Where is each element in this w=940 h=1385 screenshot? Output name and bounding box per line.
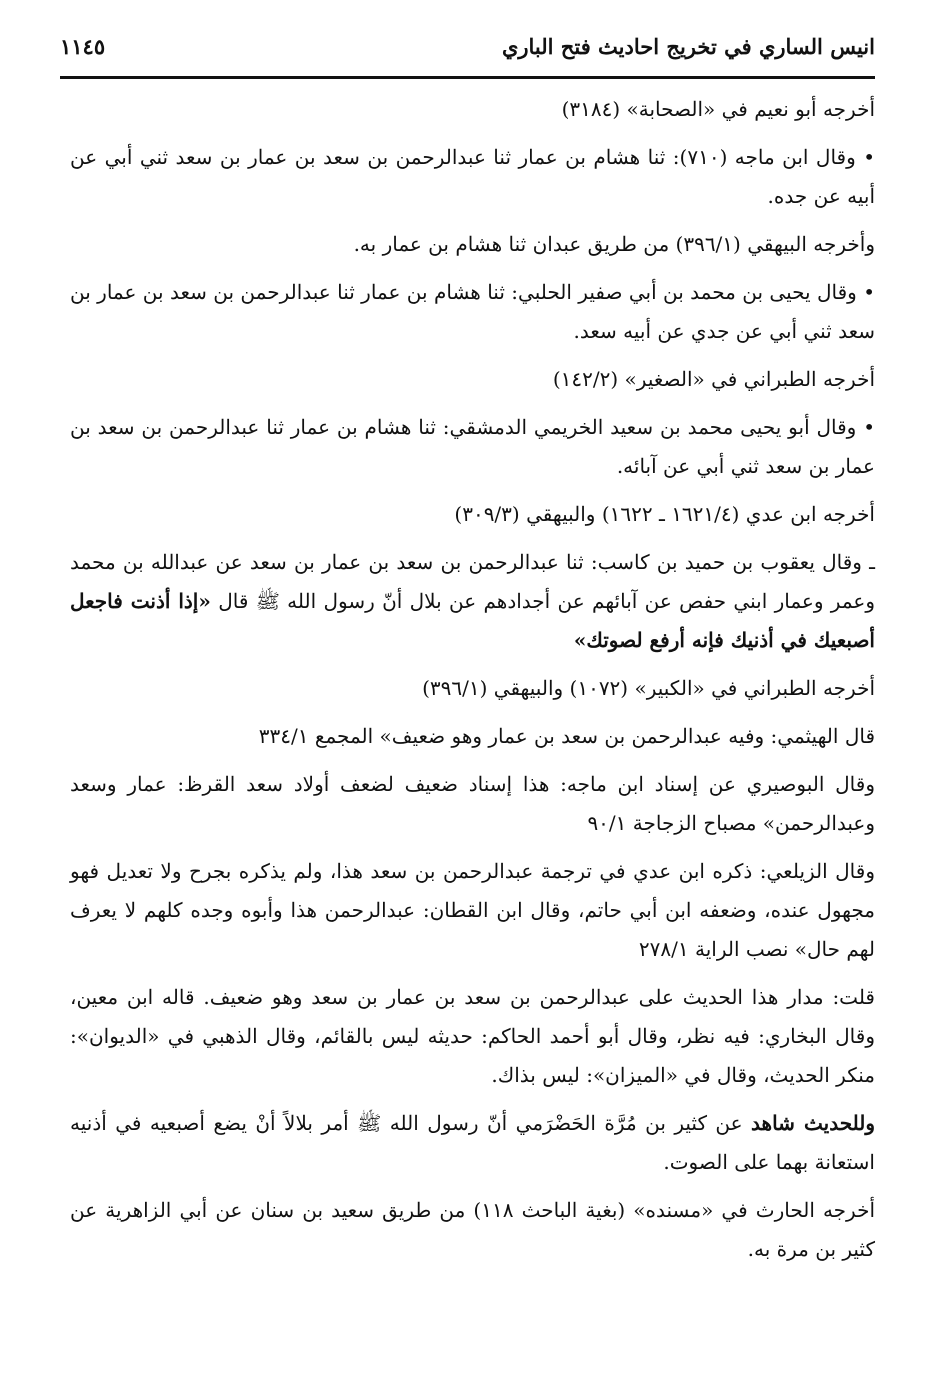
paragraph-witness	[70, 1104, 875, 1182]
paragraph: أخرجه الطبراني في «الصغير» (١٤٢/٢)	[552, 367, 875, 391]
paragraph: وقال البوصيري عن إسناد ابن ماجه: هذا إسناد ضعيف لضعف أولاد سعد القرظ: عمار وسعد وعبدالرحمن» مصباح الزجاجة ٩٠/١	[70, 772, 875, 835]
paragraph: أخرجه الحارث في «مسنده» (بغية الباحث ١١٨) من طريق سعيد بن سنان عن أبي الزاهرية عن كثير بن مرة به.	[70, 1198, 876, 1261]
paragraph: أخرجه ابن عدي (١٦٢١/٤ ـ ١٦٢٢) والبيهقي (٣٠٩/٣)	[454, 502, 875, 526]
page-body	[70, 90, 875, 1278]
running-header	[60, 30, 875, 70]
paragraph-with-hadith	[70, 543, 875, 660]
paragraph: أخرجه أبو نعيم في «الصحابة» (٣١٨٤)	[561, 97, 875, 121]
hadith-text: «إذا أذنت فاجعل أصبعيك في أذنيك فإنه أرفع لصوتك»	[70, 589, 875, 652]
paragraph-text: ـ وقال يعقوب بن حميد بن كاسب: ثنا عبدالرحمن بن سعد بن عمار بن سعد عن عبدالله بن محمد وعمر وعمار ابني حفص عن آبائهم عن أجدادهم عن بلال أنّ رسول الله ﷺ قال	[70, 550, 875, 613]
paragraph: • وقال أبو يحيى محمد بن سعيد الخريمي الدمشقي: ثنا هشام بن عمار ثنا عبدالرحمن بن سعد بن عمار بن سعد ثني أبي عن آبائه.	[70, 415, 875, 478]
witness-lead: وللحديث شاهد	[751, 1111, 875, 1135]
page-number: ١١٤٥	[60, 34, 106, 59]
paragraph: وأخرجه البيهقي (٣٩٦/١) من طريق عبدان ثنا هشام بن عمار به.	[353, 232, 875, 256]
paragraph: • وقال ابن ماجه (٧١٠): ثنا هشام بن عمار ثنا عبدالرحمن بن سعد بن عمار بن سعد ثني أبي عن أبيه عن جده.	[70, 145, 875, 208]
paragraph-text: عن كثير بن مُرَّة الحَضْرَمي أنّ رسول الله ﷺ أمر بلالاً أنْ يضع أصبعيه في أذنيه استعانة بهما على الصوت.	[70, 1111, 875, 1174]
paragraph: قلت: مدار هذا الحديث على عبدالرحمن بن سعد بن عمار بن سعد وهو ضعيف. قاله ابن معين، وقال البخاري: فيه نظر، وقال أبو أحمد الحاكم: حديثه ليس بالقائم، وقال الذهبي في «الديوان»: منكر الحديث، وقال في «الميزان»: ليس بذاك.	[70, 985, 875, 1087]
header-rule	[60, 76, 875, 79]
paragraph: قال الهيثمي: وفيه عبدالرحمن بن سعد بن عمار وهو ضعيف» المجمع ٣٣٤/١	[258, 724, 875, 748]
paragraph: • وقال يحيى بن محمد بن أبي صفير الحلبي: ثنا هشام بن عمار ثنا عبدالرحمن بن سعد بن عمار بن سعد ثني أبي عن جدي عن أبيه سعد.	[70, 280, 875, 343]
book-title: انيس الساري في تخريج احاديث فتح الباري	[501, 34, 875, 59]
paragraph: وقال الزيلعي: ذكره ابن عدي في ترجمة عبدالرحمن بن سعد هذا، ولم يذكره بجرح ولا تعديل فهو مجهول عنده، وضعفه ابن أبي حاتم، وقال ابن القطان: عبدالرحمن هذا وأبوه وجده كلهم لا يعرف لهم حال» نصب الراية ٢٧٨/١	[70, 859, 875, 961]
paragraph: أخرجه الطبراني في «الكبير» (١٠٧٢) والبيهقي (٣٩٦/١)	[422, 676, 875, 700]
